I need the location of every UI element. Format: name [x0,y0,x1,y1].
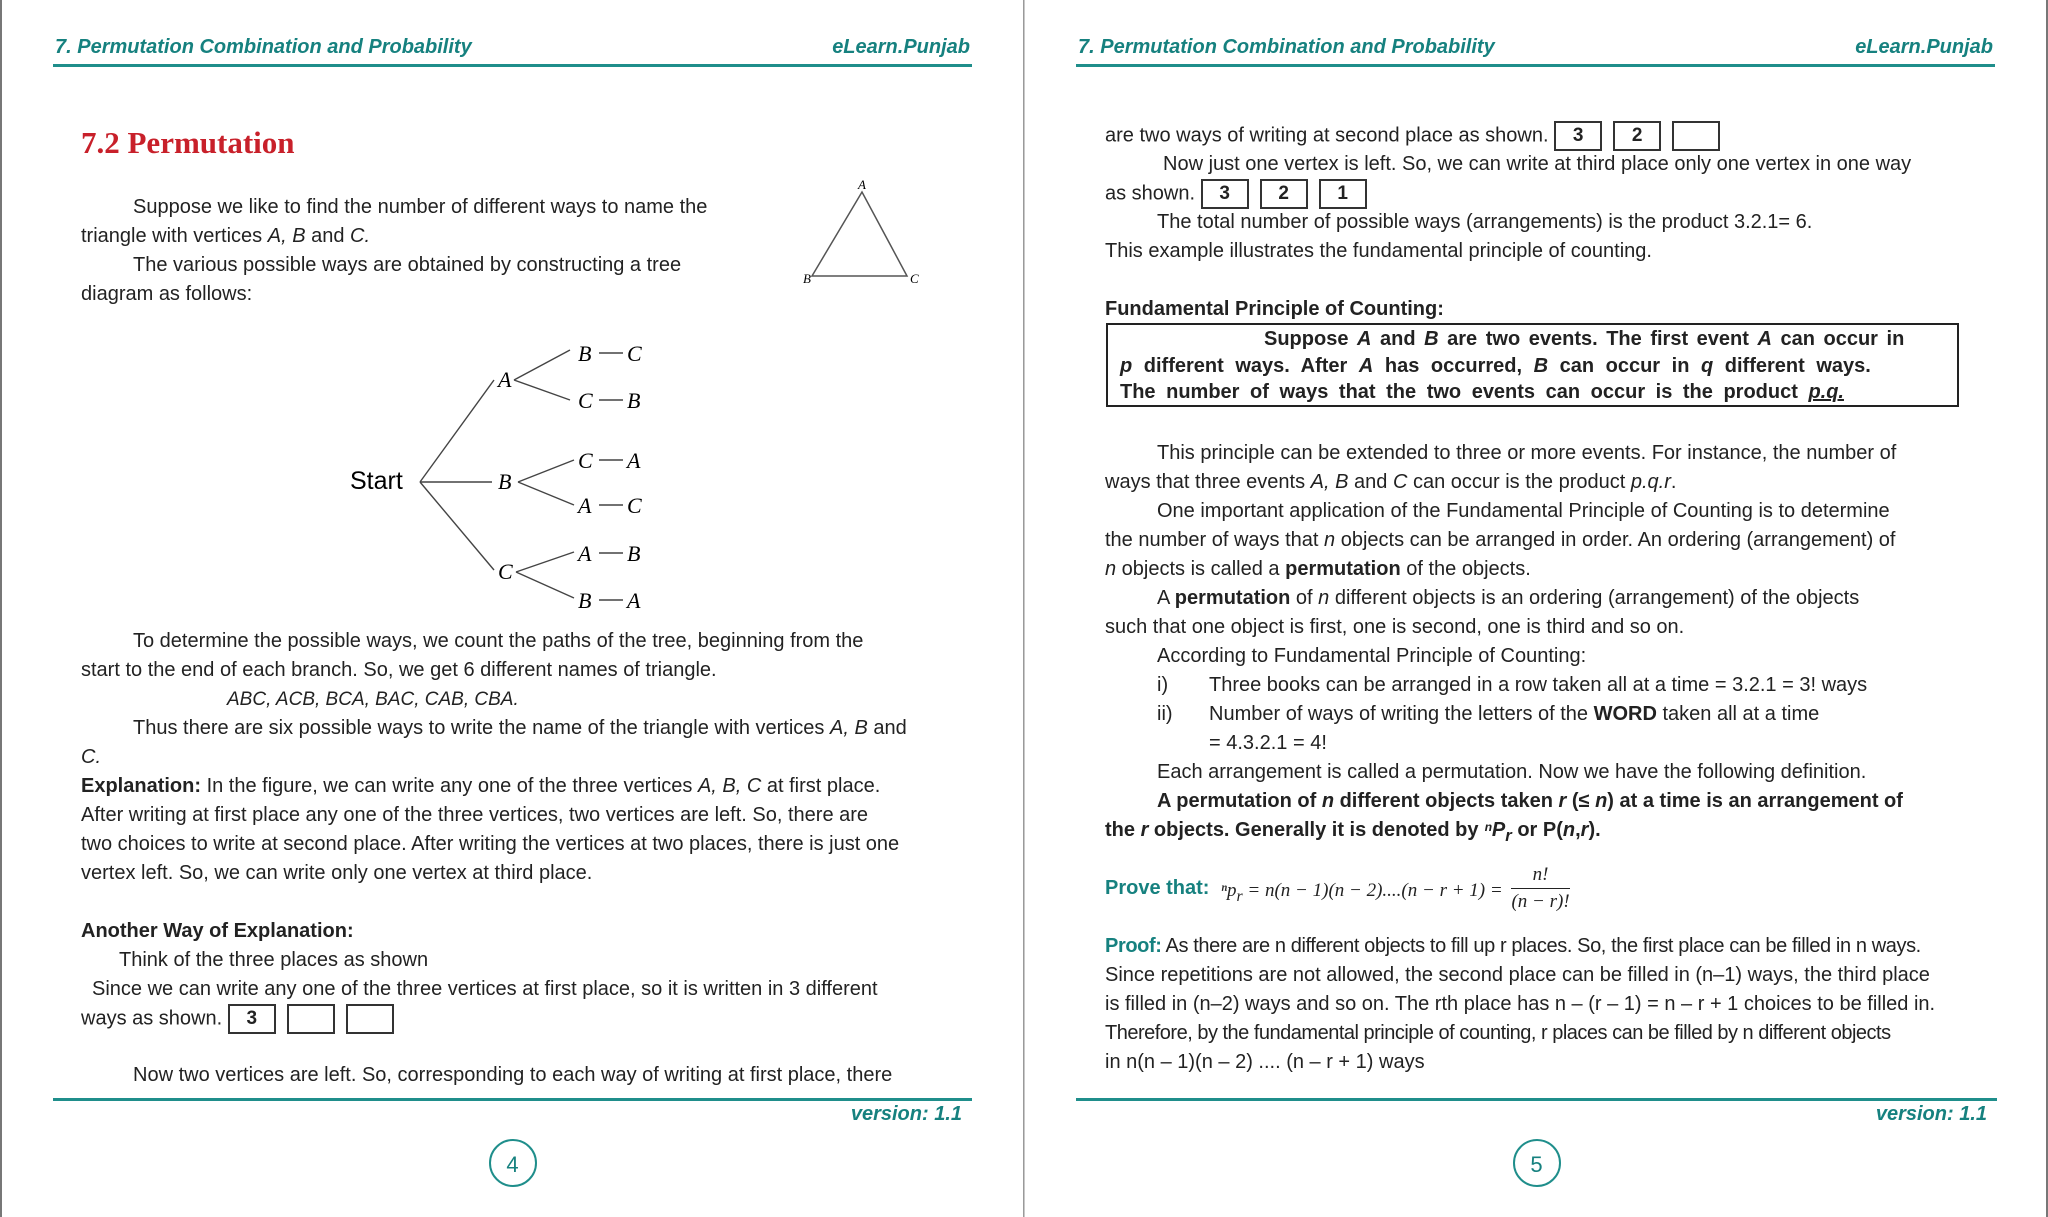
place-box: 3 [228,1004,276,1034]
another-line-2: Since we can write any one of the three vertices at first place, so it is written in 3 different [92,978,878,1000]
another-line-3: ways as shown. 3 [81,1004,405,1034]
explanation-line-3: two choices to write at second place. After writing the vertices at two places, there is just one [81,833,900,855]
another-way-heading: Another Way of Explanation: [81,920,354,942]
place-box: 3 [1201,179,1249,209]
tree-start-label: Start [350,467,403,495]
app-line-3: n objects is called a permutation of the objects. [1105,558,1531,580]
list-ii-line-2: = 4.3.2.1 = 4! [1209,732,1327,754]
fpc-line-2: p different ways. After A has occurred, B can occur in q different ways. [1120,355,1871,377]
tree-leaf: A [627,588,641,613]
triangle-figure [792,175,932,295]
app-line-1: One important application of the Fundamental Principle of Counting is to determine [1157,500,1890,522]
intro-line-3: The various possible ways are obtained by constructing a tree [133,254,682,276]
proof-line-2: Since repetitions are not allowed, the second place can be filled in (n–1) ways, the third place [1105,964,1930,986]
tree-node-a: A [498,367,512,392]
definition-line-2: the r objects. Generally it is denoted by ⁿP$_r$ or P(n,r). [1105,819,1601,845]
proof-line-4: Therefore, by the fundamental principle of counting, r places can be filled by n different objects [1105,1022,1891,1044]
tree-leaf: A [627,448,641,473]
triangle-vertex-c: C [910,271,919,286]
list-i-num: i) [1157,674,1169,696]
cont-line-1: are two ways of writing at second place as shown. 3 2 [1105,121,1731,151]
place-box: 2 [1260,179,1308,209]
proof-line-3: is filled in (n–2) ways and so on. The rth place has n – (r – 1) = n – r + 1 choices to be filled in. [1105,993,1936,1015]
cont-line-4: The total number of possible ways (arrangements) is the product 3.2.1= 6. [1157,211,1813,233]
explanation-line-4: vertex left. So, we can write only one vertex at third place. [81,862,593,884]
tree-leaf: C [578,448,593,473]
definition-line-1: A permutation of n different objects taken r (≤ n) at a time is an arrangement of [1157,790,1903,812]
page-header [53,34,972,67]
place-box [346,1004,394,1034]
chapter-title: 7. Permutation Combination and Probability [55,36,472,58]
according-line: According to Fundamental Principle of Counting: [1157,645,1587,667]
page-number: 5 [1513,1139,1561,1187]
chapter-title: 7. Permutation Combination and Probability [1078,36,1495,58]
explanation-line-2: After writing at first place any one of the three vertices, two vertices are left. So, there are [81,804,869,826]
app-line-2: the number of ways that n objects can be arranged in order. An ordering (arrangement) of [1105,529,1896,551]
place-box [287,1004,335,1034]
page-header [1076,34,1995,67]
proof-line-5: in n(n – 1)(n – 2) .... (n – r + 1) ways [1105,1051,1425,1073]
fpc-heading: Fundamental Principle of Counting: [1105,298,1444,320]
brand-name: eLearn.Punjab [832,36,970,58]
place-box: 1 [1319,179,1367,209]
page-number: 4 [489,1139,537,1187]
para-line-4: C. [81,746,101,768]
perm-line-2: such that one object is first, one is second, one is third and so on. [1105,616,1685,638]
tree-leaf: C [627,493,642,518]
tree-diagram [342,330,692,620]
ext-line-1: This principle can be extended to three or more events. For instance, the number of [1157,442,1897,464]
list-ii-num: ii) [1157,703,1173,725]
tree-node-c: C [498,559,513,584]
cont-line-3: as shown. 3 2 1 [1105,179,1378,209]
prove-that: Prove that: [1105,877,1210,899]
another-line-1: Think of the three places as shown [119,949,429,971]
para-line-1: To determine the possible ways, we count the paths of the tree, beginning from the [133,630,864,652]
permutation-formula: ⁿp$_r$ = n(n − 1)(n − 2)....(n − r + 1) = $\frac{n!}{(n - r)!}$ [1221,864,1570,912]
place-box: 3 [1554,121,1602,151]
last-line: Now two vertices are left. So, corresponding to each way of writing at first place, there [133,1064,893,1086]
perm-line-1: A permutation of n different objects is an ordering (arrangement) of the objects [1157,587,1860,609]
brand-name: eLearn.Punjab [1855,36,1993,58]
intro-line-2: triangle with vertices A, B and C. [81,225,371,247]
intro-line-1: Suppose we like to find the number of different ways to name the [133,196,708,218]
tree-leaf: B [578,341,592,366]
page-footer [53,1098,972,1125]
list-ii: Number of ways of writing the letters of the WORD taken all at a time [1209,703,1820,725]
triangle-names: ABC, ACB, BCA, BAC, CAB, CBA. [227,689,519,710]
ext-line-2: ways that three events A, B and C can occur is the product p.q.r. [1105,471,1677,493]
tree-node-b: B [498,469,512,494]
fundamental-principle-box [1106,323,1959,407]
tree-leaf: B [627,541,641,566]
list-i: Three books can be arranged in a row taken all at a time = 3.2.1 = 3! ways [1209,674,1868,696]
intro-line-4: diagram as follows: [81,283,253,305]
place-box: 2 [1613,121,1661,151]
fpc-line-3: The number of ways that the two events can occur is the product p.q. [1120,381,1844,403]
tree-leaf: A [578,493,592,518]
section-title: 7.2 Permutation [81,125,295,160]
cont-line-2: Now just one vertex is left. So, we can write at third place only one vertex in one way [1163,153,1912,175]
version-label: version: 1.1 [1875,1103,1987,1125]
explanation-line-1: Explanation: In the figure, we can write any one of the three vertices A, B, C at first place. [81,775,881,797]
tree-leaf: C [627,341,642,366]
triangle-vertex-a: A [858,177,866,192]
each-line: Each arrangement is called a permutation. Now we have the following definition. [1157,761,1867,783]
triangle-vertex-b: B [803,271,811,286]
tree-leaf: C [578,388,593,413]
tree-leaf: B [578,588,592,613]
para-line-3: Thus there are six possible ways to write the name of the triangle with vertices A, B and [133,717,907,739]
cont-line-5: This example illustrates the fundamental principle of counting. [1105,240,1652,262]
proof-line-1: Proof: As there are n different objects to fill up r places. So, the first place can be filled in n ways. [1105,935,1921,957]
fpc-line-1: Suppose A and B are two events. The first event A can occur in [1264,328,1905,350]
para-line-2: start to the end of each branch. So, we get 6 different names of triangle. [81,659,717,681]
tree-leaf: A [578,541,592,566]
tree-leaf: B [627,388,641,413]
right-page [1025,0,2048,1217]
version-label: version: 1.1 [850,1103,962,1125]
place-box [1672,121,1720,151]
